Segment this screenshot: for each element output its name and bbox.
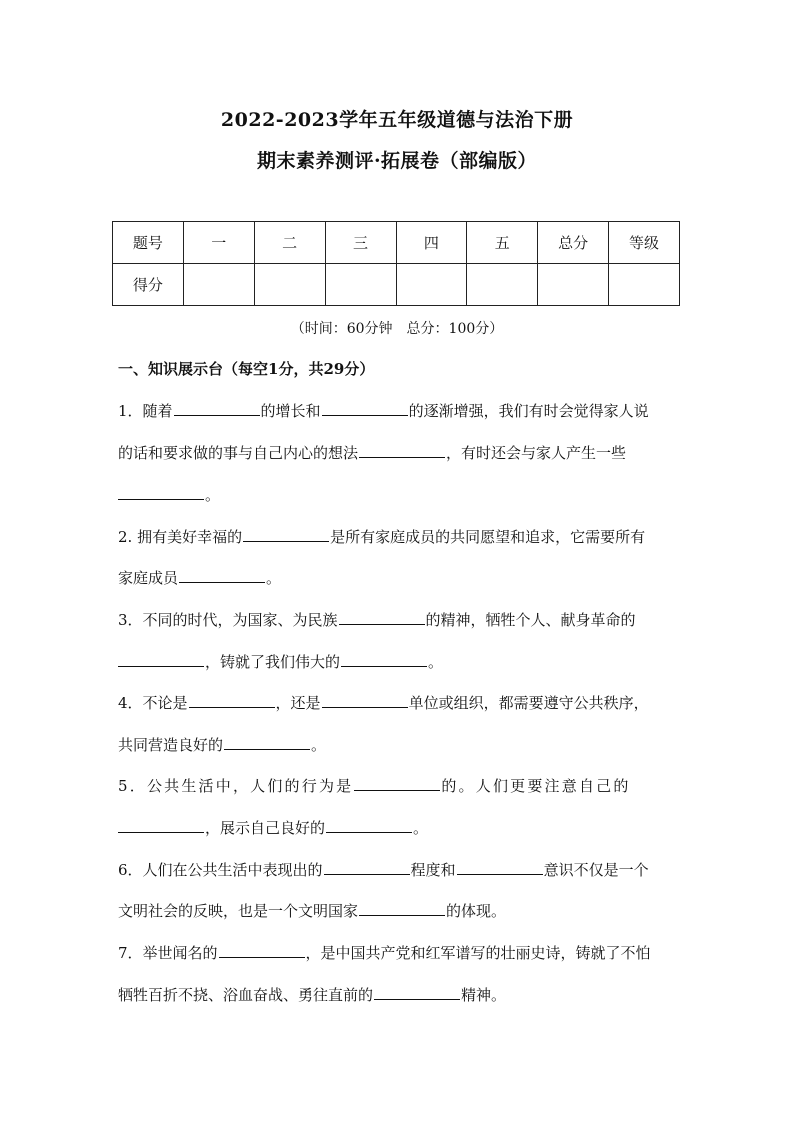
score-table-header-cell: 等级 — [609, 222, 680, 264]
score-table-header-cell: 五 — [467, 222, 538, 264]
question-text: ，是中国共产党和红军谱写的壮丽史诗，铸就了不怕 — [305, 944, 651, 962]
question-text: ，还是 — [275, 694, 321, 712]
question-text: 6．人们在公共生活中表现出的 — [118, 861, 323, 879]
question-text: 精神。 — [461, 986, 507, 1004]
question-6-line-1 — [118, 859, 678, 880]
question-2-line-1 — [118, 526, 678, 547]
answer-blank[interactable] — [324, 860, 410, 875]
score-cell — [538, 264, 609, 306]
answer-blank[interactable] — [179, 568, 265, 583]
question-text: 的精神，牺牲个人、献身革命的 — [425, 611, 636, 629]
question-text: 。 — [413, 819, 429, 837]
question-text: 的话和要求做的事与自己内心的想法 — [118, 444, 359, 462]
score-table-header-cell: 题号 — [113, 222, 184, 264]
answer-blank[interactable] — [189, 693, 275, 708]
question-1-line-1 — [118, 400, 678, 421]
question-text: 文明社会的反映，也是一个文明国家 — [118, 902, 359, 920]
answer-blank[interactable] — [339, 610, 425, 625]
question-text: 7．举世闻名的 — [118, 944, 218, 962]
exam-title: 2022-2023学年五年级道德与法治下册 — [220, 109, 574, 131]
question-text: 的增长和 — [260, 402, 321, 420]
score-table-header-cell: 二 — [254, 222, 325, 264]
score-cell — [609, 264, 680, 306]
question-text: 家庭成员 — [118, 569, 179, 587]
score-cell — [325, 264, 396, 306]
question-2-line-2 — [118, 567, 678, 588]
answer-blank[interactable] — [118, 485, 204, 500]
answer-blank[interactable] — [322, 693, 408, 708]
answer-blank[interactable] — [243, 527, 329, 542]
question-text: 1．随着 — [118, 402, 173, 420]
question-1-line-2 — [118, 442, 678, 463]
exam-subtitle: 期末素养测评·拓展卷（部编版） — [256, 150, 538, 172]
question-4-line-2 — [118, 734, 678, 755]
answer-blank[interactable] — [374, 985, 460, 1000]
question-text: 4．不论是 — [118, 694, 188, 712]
question-7-line-2 — [118, 984, 678, 1005]
question-text: ，展示自己良好的 — [205, 819, 326, 837]
score-row-label: 得分 — [113, 264, 184, 306]
question-3-line-2 — [118, 651, 678, 672]
question-7-line-1 — [118, 942, 678, 963]
question-text: 牺牲百折不挠、浴血奋战、勇往直前的 — [118, 986, 374, 1004]
answer-blank[interactable] — [359, 901, 445, 916]
score-cell — [396, 264, 467, 306]
question-5-line-2 — [118, 817, 678, 838]
question-text: 共同营造良好的 — [118, 736, 224, 754]
score-table-header-cell: 一 — [183, 222, 254, 264]
question-5-line-1 — [118, 775, 678, 796]
score-cell — [467, 264, 538, 306]
question-text: 。 — [205, 486, 221, 504]
question-text: 的。人们更要注意自己的 — [441, 777, 631, 795]
question-text: 3．不同的时代，为国家、为民族 — [118, 611, 338, 629]
answer-blank[interactable] — [224, 735, 310, 750]
score-table-header-cell: 四 — [396, 222, 467, 264]
question-3-line-1 — [118, 609, 678, 630]
question-text: ，铸就了我们伟大的 — [205, 653, 341, 671]
answer-blank[interactable] — [326, 818, 412, 833]
score-table-header-cell: 三 — [325, 222, 396, 264]
section-heading: 一、知识展示台（每空1分，共29分） — [118, 360, 375, 378]
answer-blank[interactable] — [118, 818, 204, 833]
score-table-score-row — [113, 264, 680, 306]
answer-blank[interactable] — [359, 443, 445, 458]
question-text: 2. 拥有美好幸福的 — [118, 528, 243, 546]
answer-blank[interactable] — [322, 401, 408, 416]
question-6-line-2 — [118, 900, 678, 921]
score-table-header-row — [113, 222, 680, 264]
answer-blank[interactable] — [341, 652, 427, 667]
score-table-header-cell: 总分 — [538, 222, 609, 264]
question-text: 的体现。 — [446, 902, 507, 920]
question-text: 单位或组织，都需要遵守公共秩序， — [408, 694, 649, 712]
score-table — [112, 221, 680, 306]
question-text: 。 — [428, 653, 444, 671]
answer-blank[interactable] — [118, 652, 204, 667]
answer-blank[interactable] — [354, 776, 440, 791]
question-text: ，有时还会与家人产生一些 — [446, 444, 627, 462]
exam-info: （时间：60分钟 总分：100分） — [290, 321, 504, 337]
score-cell — [254, 264, 325, 306]
question-text: 5．公共生活中，人们的行为是 — [118, 777, 354, 795]
answer-blank[interactable] — [219, 943, 305, 958]
question-text: 程度和 — [410, 861, 456, 879]
question-4-line-1 — [118, 692, 678, 713]
score-cell — [183, 264, 254, 306]
question-text: 。 — [266, 569, 282, 587]
question-1-line-3 — [118, 484, 678, 505]
question-text: 是所有家庭成员的共同愿望和追求，它需要所有 — [330, 528, 646, 546]
question-text: 意识不仅是一个 — [543, 861, 649, 879]
answer-blank[interactable] — [457, 860, 543, 875]
answer-blank[interactable] — [174, 401, 260, 416]
question-text: 。 — [311, 736, 327, 754]
question-text: 的逐渐增强，我们有时会觉得家人说 — [408, 402, 649, 420]
